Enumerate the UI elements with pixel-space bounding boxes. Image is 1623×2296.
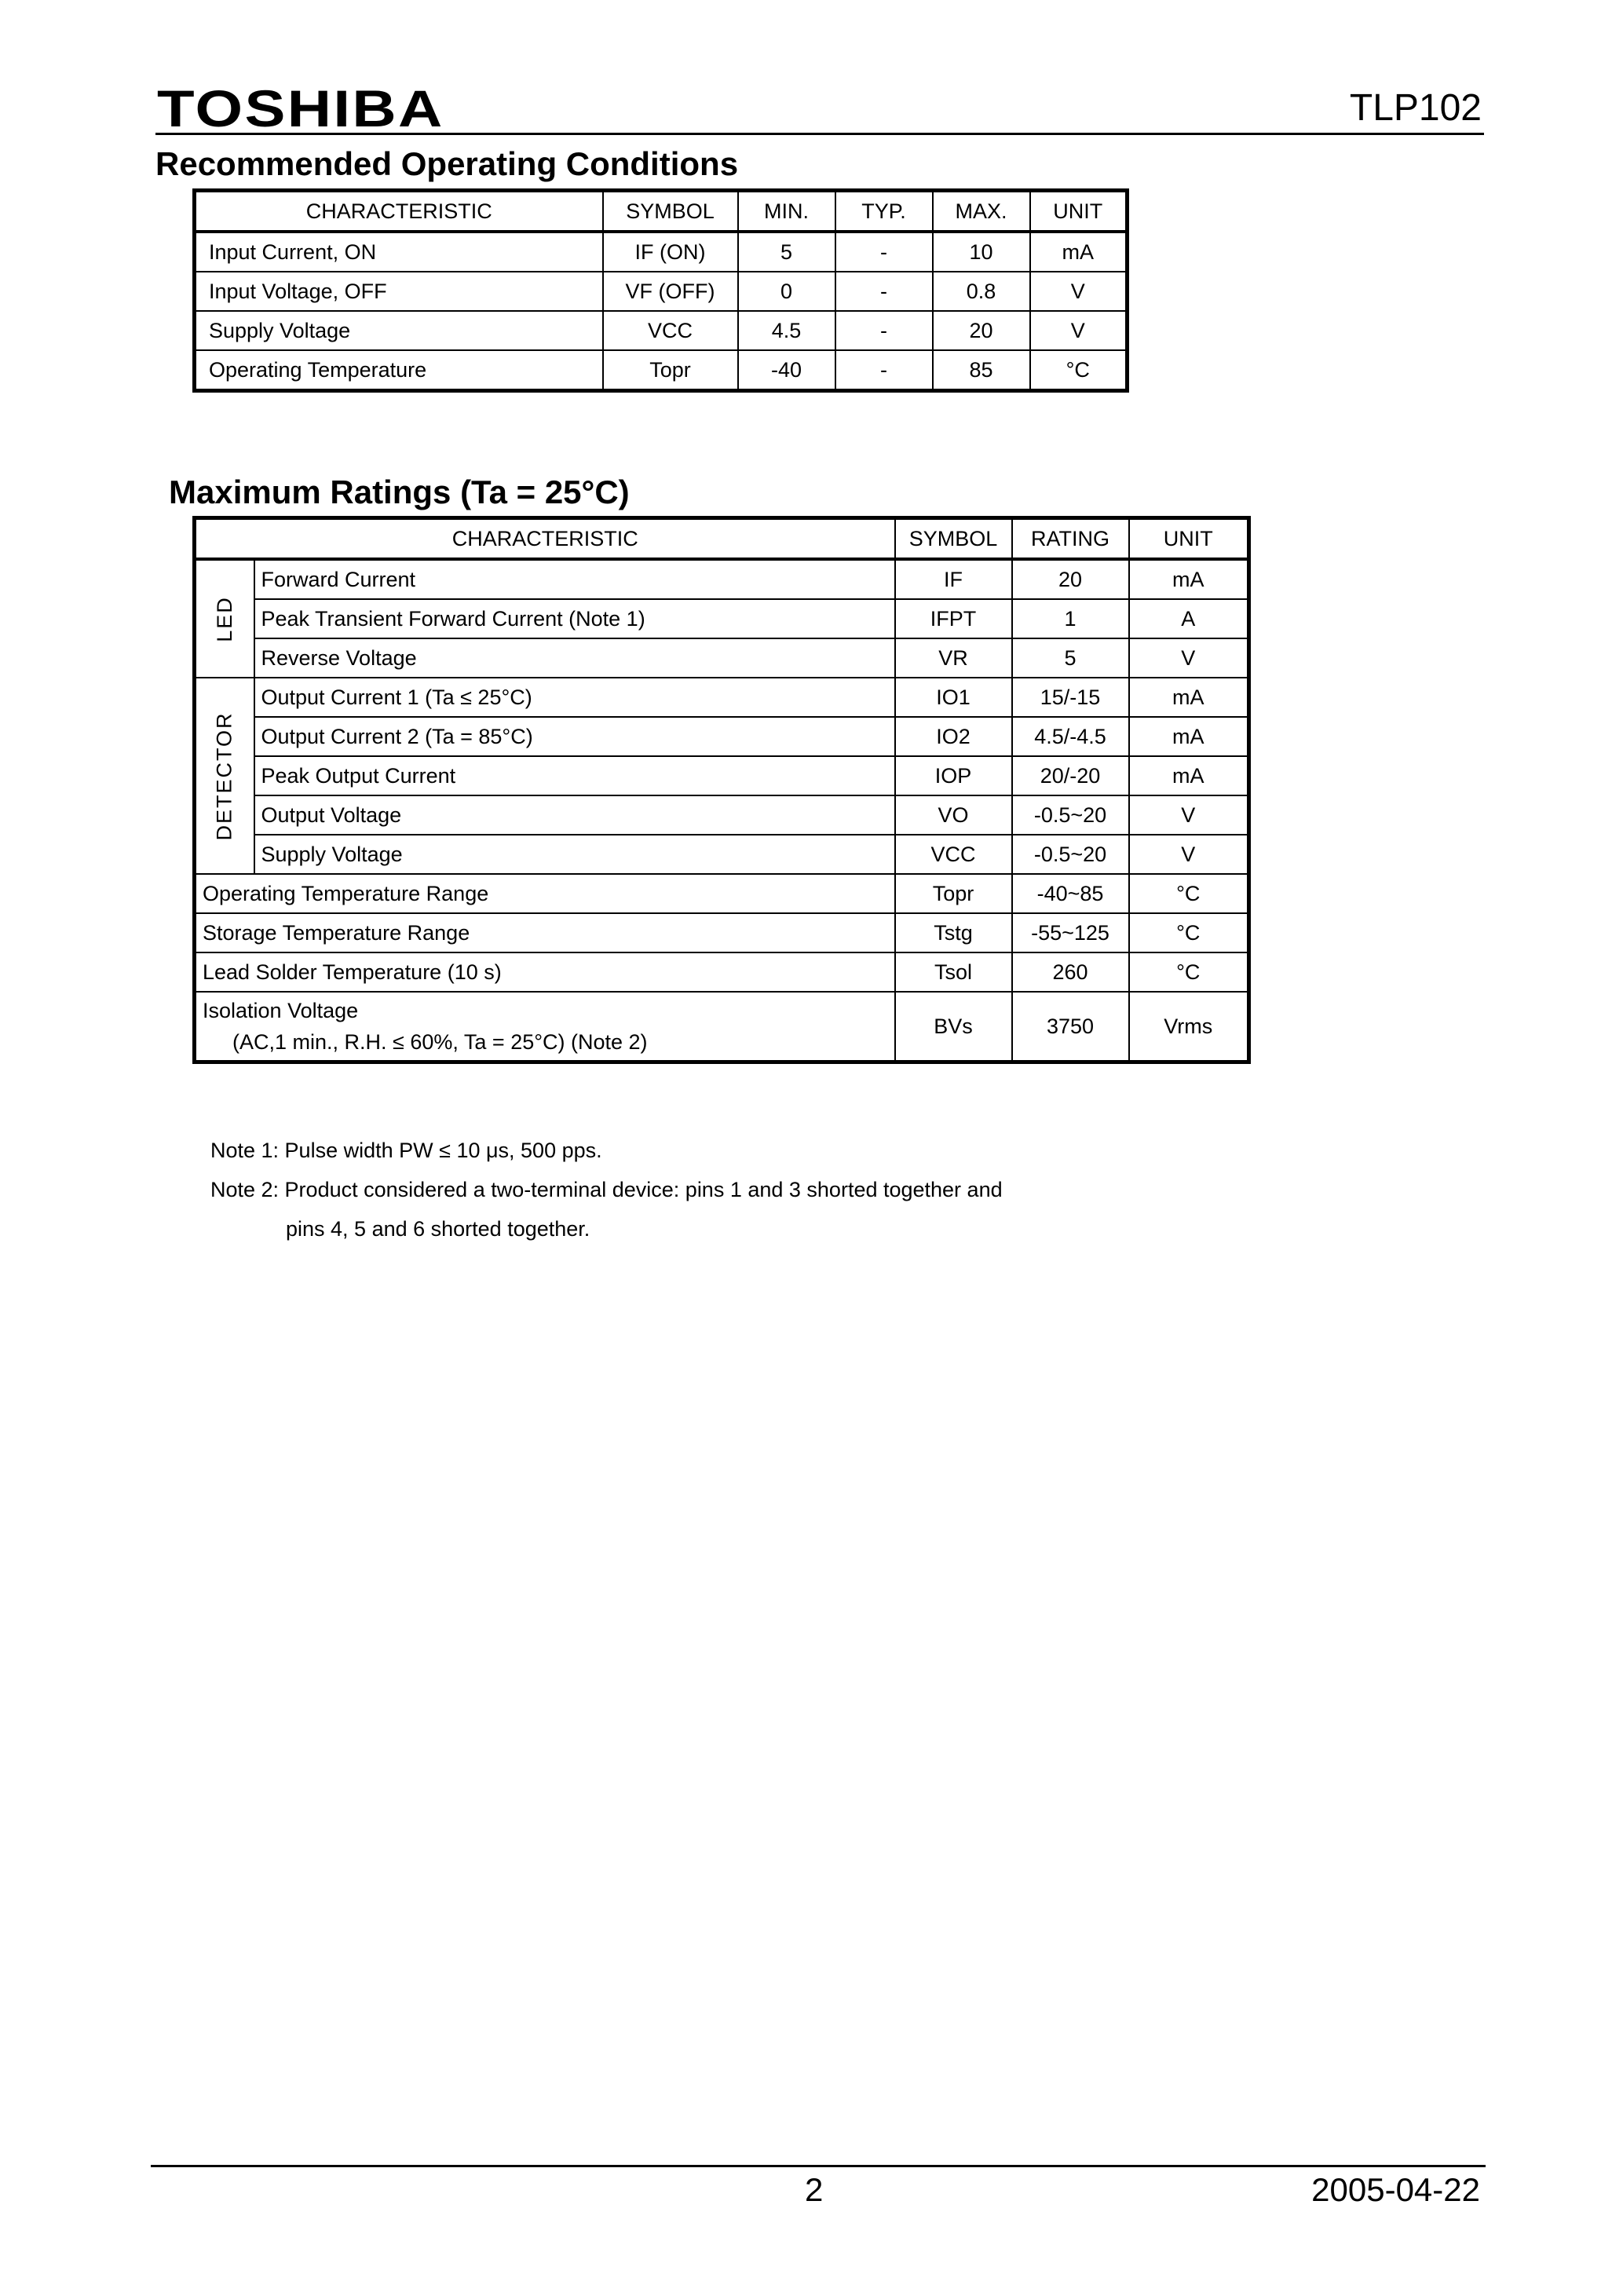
symbol-cell: IFPT (895, 599, 1012, 638)
unit-cell: mA (1129, 678, 1249, 717)
table-row (195, 311, 1128, 350)
detector-group-label (195, 678, 254, 874)
max-cell: 85 (933, 350, 1030, 391)
symbol-cell: Topr (895, 874, 1012, 913)
characteristic-cell: Input Current, ON (195, 232, 603, 272)
rating-cell: -40~85 (1012, 874, 1129, 913)
rating-cell: 20/-20 (1012, 756, 1129, 795)
rating-cell: 4.5/-4.5 (1012, 717, 1129, 756)
characteristic-cell: Peak Output Current (254, 756, 895, 795)
column-header: SYMBOL (603, 191, 738, 232)
table-row (195, 559, 1249, 599)
min-cell: 0 (738, 272, 835, 311)
characteristic-cell: Output Current 2 (Ta = 85°C) (254, 717, 895, 756)
symbol-cell: IF (895, 559, 1012, 599)
column-header: TYP. (835, 191, 933, 232)
characteristic-cell: Operating Temperature (195, 350, 603, 391)
symbol-cell: VF (OFF) (603, 272, 738, 311)
characteristic-cell: Peak Transient Forward Current (Note 1) (254, 599, 895, 638)
note-2-line2: pins 4, 5 and 6 shorted together. (286, 1217, 590, 1241)
symbol-cell: VO (895, 795, 1012, 835)
unit-cell: V (1129, 835, 1249, 874)
symbol-cell: IOP (895, 756, 1012, 795)
characteristic-cell: Supply Voltage (254, 835, 895, 874)
column-header: CHARACTERISTIC (195, 518, 895, 560)
unit-cell: V (1030, 272, 1128, 311)
column-header: MAX. (933, 191, 1030, 232)
table-row (195, 232, 1128, 272)
rating-cell: 5 (1012, 638, 1129, 678)
column-header: CHARACTERISTIC (195, 191, 603, 232)
characteristic-cell: Operating Temperature Range (195, 874, 895, 913)
characteristic-cell: Reverse Voltage (254, 638, 895, 678)
unit-cell: °C (1129, 952, 1249, 992)
max-cell: 0.8 (933, 272, 1030, 311)
part-number: TLP102 (1349, 87, 1482, 129)
rating-cell: -55~125 (1012, 913, 1129, 952)
isolation-line1: Isolation Voltage (203, 999, 359, 1022)
table-row (195, 678, 1249, 717)
unit-cell: °C (1129, 913, 1249, 952)
table-row (195, 756, 1249, 795)
characteristic-cell: Output Voltage (254, 795, 895, 835)
min-cell: -40 (738, 350, 835, 391)
typ-cell: - (835, 232, 933, 272)
characteristic-cell: Supply Voltage (195, 311, 603, 350)
notes (210, 1131, 1003, 1249)
note-1: Note 1: Pulse width PW ≤ 10 μs, 500 pps. (210, 1139, 602, 1162)
toshiba-logo: TOSHIBA (157, 79, 444, 137)
recommended-title: Recommended Operating Conditions (155, 145, 739, 182)
unit-cell: V (1129, 638, 1249, 678)
column-header: UNIT (1129, 518, 1249, 560)
maximum-ratings-title: Maximum Ratings (Ta = 25°C) (169, 473, 630, 510)
unit-cell: A (1129, 599, 1249, 638)
table-row (195, 952, 1249, 992)
table-row (195, 638, 1249, 678)
rating-cell: 3750 (1012, 992, 1129, 1062)
table-row (195, 599, 1249, 638)
table-row (195, 874, 1249, 913)
unit-cell: °C (1030, 350, 1128, 391)
isolation-characteristic-cell (195, 992, 895, 1062)
note-2-line1: Note 2: Product considered a two-terminal device: pins 1 and 3 shorted together and (210, 1178, 1003, 1201)
characteristic-cell: Lead Solder Temperature (10 s) (195, 952, 895, 992)
min-cell: 4.5 (738, 311, 835, 350)
max-cell: 10 (933, 232, 1030, 272)
revision-date: 2005-04-22 (1311, 2171, 1480, 2208)
unit-cell: Vrms (1129, 992, 1249, 1062)
table-row (195, 992, 1249, 1062)
unit-cell: °C (1129, 874, 1249, 913)
unit-cell: V (1129, 795, 1249, 835)
table-row (195, 717, 1249, 756)
maximum-ratings-table (192, 516, 1251, 1064)
symbol-cell: BVs (895, 992, 1012, 1062)
rating-cell: 20 (1012, 559, 1129, 599)
characteristic-cell: Input Voltage, OFF (195, 272, 603, 311)
symbol-cell: VR (895, 638, 1012, 678)
typ-cell: - (835, 272, 933, 311)
recommended-header-row (195, 191, 1128, 232)
table-row (195, 835, 1249, 874)
unit-cell: mA (1129, 559, 1249, 599)
max-cell: 20 (933, 311, 1030, 350)
symbol-cell: IF (ON) (603, 232, 738, 272)
min-cell: 5 (738, 232, 835, 272)
unit-cell: V (1030, 311, 1128, 350)
table-row (195, 795, 1249, 835)
led-label: LED (212, 595, 236, 642)
page-number: 2 (805, 2171, 824, 2208)
unit-cell: mA (1030, 232, 1128, 272)
detector-label: DETECTOR (212, 711, 236, 841)
rating-cell: 260 (1012, 952, 1129, 992)
unit-cell: mA (1129, 717, 1249, 756)
typ-cell: - (835, 350, 933, 391)
typ-cell: - (835, 311, 933, 350)
symbol-cell: VCC (895, 835, 1012, 874)
footer-divider (151, 2165, 1486, 2167)
table-row (195, 350, 1128, 391)
table-row (195, 913, 1249, 952)
rating-cell: -0.5~20 (1012, 795, 1129, 835)
table-row (195, 272, 1128, 311)
rating-cell: 1 (1012, 599, 1129, 638)
isolation-line2: (AC,1 min., R.H. ≤ 60%, Ta = 25°C) (Note 2) (232, 1030, 648, 1054)
characteristic-cell: Storage Temperature Range (195, 913, 895, 952)
led-group-label (195, 559, 254, 678)
characteristic-cell: Forward Current (254, 559, 895, 599)
recommended-table (192, 188, 1129, 393)
symbol-cell: IO2 (895, 717, 1012, 756)
symbol-cell: Tstg (895, 913, 1012, 952)
column-header: RATING (1012, 518, 1129, 560)
symbol-cell: IO1 (895, 678, 1012, 717)
rating-cell: 15/-15 (1012, 678, 1129, 717)
maximum-header-row (195, 518, 1249, 560)
column-header: MIN. (738, 191, 835, 232)
column-header: SYMBOL (895, 518, 1012, 560)
column-header: UNIT (1030, 191, 1128, 232)
symbol-cell: VCC (603, 311, 738, 350)
rating-cell: -0.5~20 (1012, 835, 1129, 874)
characteristic-cell: Output Current 1 (Ta ≤ 25°C) (254, 678, 895, 717)
unit-cell: mA (1129, 756, 1249, 795)
symbol-cell: Tsol (895, 952, 1012, 992)
header-divider (155, 133, 1484, 135)
symbol-cell: Topr (603, 350, 738, 391)
